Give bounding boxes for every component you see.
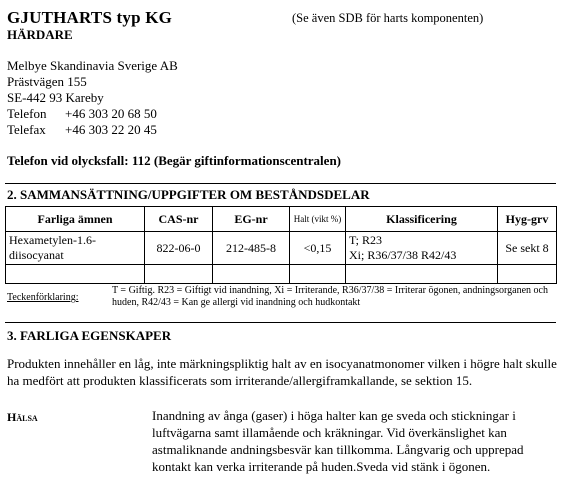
composition-table bbox=[5, 206, 557, 284]
company-name: Melbye Skandinavia Sverige AB bbox=[7, 58, 178, 73]
table-row-empty bbox=[6, 265, 557, 284]
document-title: GJUTHARTS typ KG bbox=[7, 8, 173, 27]
table-header-row bbox=[6, 207, 557, 232]
empty-cell bbox=[498, 265, 557, 284]
col-header-cas: CAS-nr bbox=[145, 207, 213, 232]
classification-line-2: Xi; R36/37/38 R42/43 bbox=[349, 248, 457, 262]
legend-label: Teckenförklaring: bbox=[7, 292, 79, 303]
empty-cell bbox=[213, 265, 290, 284]
legend-text: T = Giftig. R23 = Giftigt vid inandning, Xi = Irriterande, R36/37/38 = Irriterar ögonen, andningsorganen och huden, R42/43 = Kan ge allergi vid inandning och hudkontakt bbox=[112, 285, 548, 308]
document-subtitle: HÄRDARE bbox=[7, 27, 73, 42]
col-header-classification: Klassificering bbox=[346, 207, 498, 232]
col-header-eg: EG-nr bbox=[213, 207, 290, 232]
section-divider bbox=[5, 183, 556, 184]
fax-number: +46 303 22 20 45 bbox=[65, 122, 157, 137]
cell-halt: <0,15 bbox=[290, 232, 346, 265]
company-phone-line bbox=[7, 106, 207, 122]
classification-line-1: T; R23 bbox=[349, 233, 383, 247]
cell-cas: 822-06-0 bbox=[145, 232, 213, 265]
empty-cell bbox=[6, 265, 145, 284]
company-postal: SE-442 93 Kareby bbox=[7, 90, 104, 105]
company-fax-line bbox=[7, 122, 207, 138]
health-label: Hälsa bbox=[7, 410, 38, 424]
sds-reference-note: (Se även SDB för harts komponenten) bbox=[292, 11, 484, 25]
fax-label: Telefax bbox=[7, 122, 46, 137]
col-header-substance: Farliga ämnen bbox=[6, 207, 145, 232]
section-2-heading: 2. SAMMANSÄTTNING/UPPGIFTER OM BESTÅNDSDELAR bbox=[7, 187, 370, 202]
col-header-hyg: Hyg-grv bbox=[498, 207, 557, 232]
empty-cell bbox=[346, 265, 498, 284]
company-street: Prästvägen 155 bbox=[7, 74, 87, 89]
section-3-heading: 3. FARLIGA EGENSKAPER bbox=[7, 328, 172, 343]
cell-classification bbox=[346, 232, 498, 265]
phone-number: +46 303 20 68 50 bbox=[65, 106, 157, 121]
health-text: Inandning av ånga (gaser) i höga halter kan ge sveda och stickningar i luftvägarna samt illamående och kräkningar. Vid överkänslighet kan astmaliknande andningsbesvär kan tillkomma. Långvarig och upprepad kontakt kan verka irriterande på huden.Sveda vid stänk i ögonen. bbox=[152, 408, 524, 474]
col-header-halt: Halt (vikt %) bbox=[290, 207, 346, 232]
phone-label: Telefon bbox=[7, 106, 47, 121]
cell-eg: 212-485-8 bbox=[213, 232, 290, 265]
table-row bbox=[6, 232, 557, 265]
emergency-phone: Telefon vid olycksfall: 112 (Begär giftinformationscentralen) bbox=[7, 153, 342, 168]
empty-cell bbox=[290, 265, 346, 284]
empty-cell bbox=[145, 265, 213, 284]
section-divider bbox=[5, 322, 556, 323]
cell-substance: Hexametylen-1.6-diisocyanat bbox=[6, 232, 145, 265]
cell-hyg: Se sekt 8 bbox=[498, 232, 557, 265]
hazard-intro: Produkten innehåller en låg, inte märkningspliktig halt av en isocyanatmonomer vilken i högre halt skulle ha medfört att produkten klassificerats som irriterande/allergiframkallande, se sektion 15. bbox=[7, 356, 557, 388]
